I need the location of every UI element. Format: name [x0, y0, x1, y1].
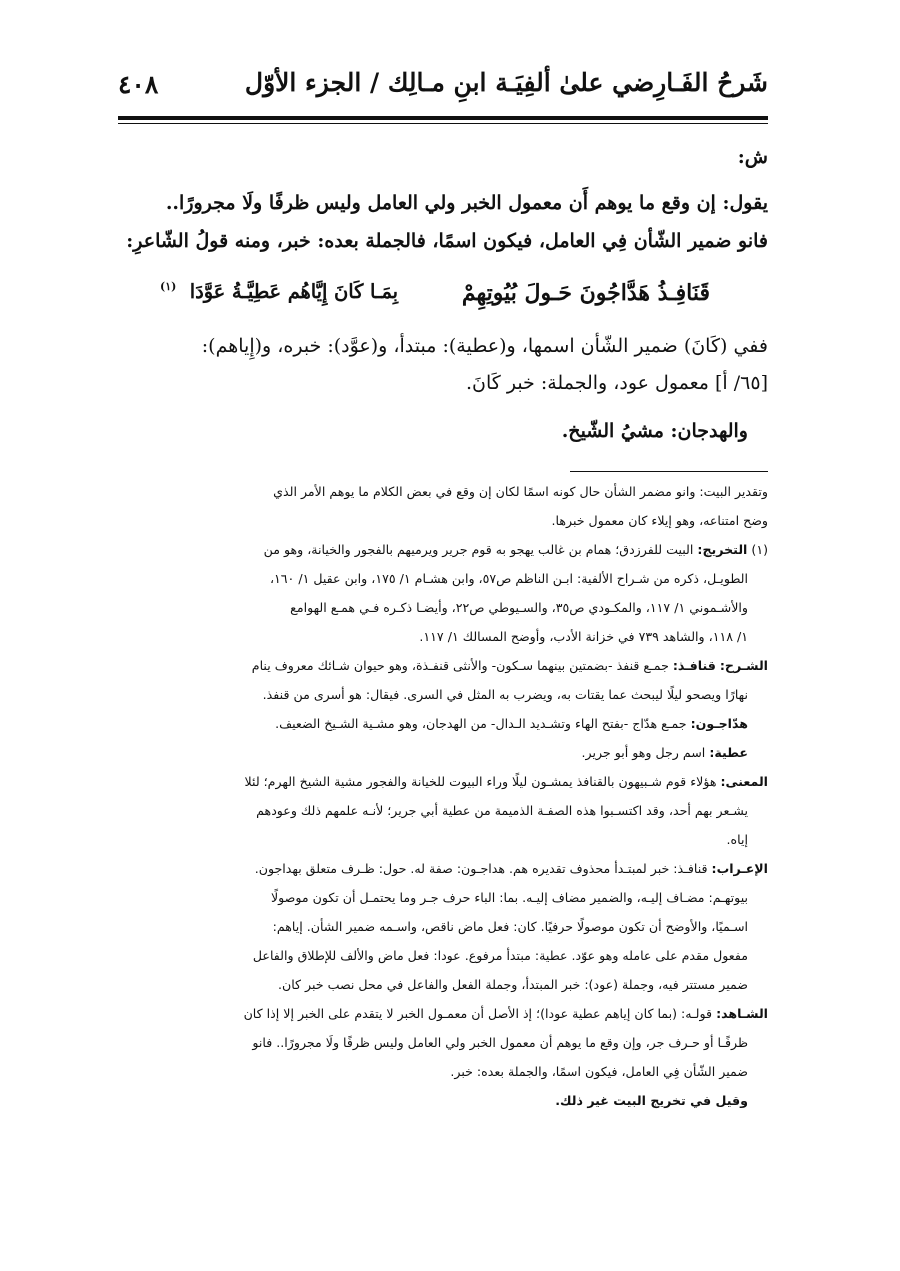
footnote-term: عطية:	[709, 745, 748, 760]
footnote-label: الإعـراب:	[711, 861, 768, 876]
footnote-line	[118, 770, 768, 794]
footnote-text: اسم رجل وهو أبو جرير.	[581, 745, 706, 760]
main-text-line: فانو ضمير الشّأن فِي العامل، فيكون اسمًا، فالجملة بعده: خبر، ومنه قولُ الشّاعرِ:	[126, 230, 768, 252]
footnote-line: اسـميًا، والأوضح أن تكون موصولًا حرفيًا. كان: فعل ماض ناقص، واسـمه ضمير الشأن. إياهم:	[272, 919, 748, 934]
footnote-number: (١)	[751, 542, 768, 557]
footnote-line	[118, 741, 748, 765]
footnote-line	[118, 538, 768, 562]
footnote-line: ضمير مستتر فيه، وجملة (عود): خبر المبتدأ، وجملة الفعل والفاعل في محل نصب خبر كان.	[277, 977, 748, 992]
footnote-label: الشـاهد:	[716, 1006, 768, 1021]
header-rule-thick	[118, 116, 768, 120]
footnote-line: مفعول مقدم على عامله وهو عوّد. عطية: مبتدأ مرفوع. عودا: فعل ماض والألف للإطلاق والفاعل	[252, 948, 748, 963]
footnote-line: نهارًا ويصحو ليلًا ليبحث عما يقتات به، ويضرب به المثل في السرى. فيقال: هو أسرى من قنفذ.	[262, 687, 748, 702]
footnote-text: جمـع قنفذ -بضمتين بينهما سـكون- والأنثى قنفـذة، وهو حيوان شـائك معروف ينام	[251, 658, 669, 673]
footnote-line: إياه.	[726, 832, 748, 847]
footnote-label: الشـرح:	[719, 658, 768, 673]
footnote-line	[118, 654, 768, 678]
footnote-line: والأشـموني ١/ ١١٧، والمكـودي ص٣٥، والسـيوطي ص٢٢، وأيضـا ذكـره فـي همـع الهوامع	[290, 600, 748, 615]
section-marker: ش:	[737, 146, 768, 168]
header-rule-thin	[118, 123, 768, 124]
footnote-label: التخريج:	[697, 542, 748, 557]
verse-first-hemistich: قَنَافِـذُ هَدَّاجُونَ حَـولَ بُيُوتِهِمْ	[461, 280, 710, 306]
footnote-line: بيوتهـم: مضـاف إليـه، والضمير مضاف إليـه. بما: الباء حرف جـر وما يحتمـل أن تكون موصولًا	[270, 890, 748, 905]
footnote-separator	[570, 471, 768, 472]
footnote-line	[118, 857, 768, 881]
verse-second-hemistich: بِمَـا كَانَ إِيَّاهُم عَطِيَّـةُ عَوَّدَا	[189, 280, 398, 303]
footnote-line: الطويـل، ذكره من شـراح الألفية: ابـن الناظم ص٥٧، وابن هشـام ١/ ١٧٥، وابن عقيل ١/ ١٦٠،	[269, 571, 748, 586]
footnote-line: ظرفًـا أو حـرف جر، وإن وقع ما يوهم أن معمول الخبر ولي العامل وليس ظرفًا ولَا مجرورًا.. فانو	[252, 1035, 748, 1050]
footnote-line: ١/ ١١٨، والشاهد ٧٣٩ في خزانة الأدب، وأوضح المسالك ١/ ١١٧.	[419, 629, 748, 644]
main-text-line: يقول: إن وقع ما يوهم أَن معمول الخبر ولي العامل وليس ظرفًا ولَا مجرورًا..	[165, 192, 768, 214]
footnote-line: وتقدير البيت: وانو مضمر الشأن حال كونه اسمًا لكان إن وقع في بعض الكلام ما يوهم الأمر الذي	[273, 484, 768, 499]
footnote-reference: (١)	[160, 280, 177, 293]
header-title: شَرحُ الفَـارِضي علىٰ ألفِيَـة ابنِ مـالِك / الجزء الأوّل	[244, 68, 768, 97]
footnote-term: هدّاجـون:	[690, 716, 748, 731]
page-number: ٤٠٨	[118, 70, 159, 99]
main-text-line: [٦٥/ أ] معمول عود، والجملة: خبر كَانَ.	[465, 372, 768, 394]
footnote-line	[118, 1002, 768, 1026]
footnote-line: وضح امتناعه، وهو إيلاء كان معمول خبرها.	[551, 513, 768, 528]
footnote-text: جمـع هدّاج -بفتح الهاء وتشـديد الـدال- من الهدجان، وهو مشـية الشـيخ الضعيف.	[275, 716, 687, 731]
footnote-line	[118, 712, 748, 736]
footnote-text: قولـه: (بما كان إياهم عطية عودا)؛ إذ الأصل أن معمـول الخبر لا يتقدم على الخبر إلا إذا كان	[243, 1006, 713, 1021]
main-text-line: والهدجان: مشيُ الشّيخ.	[561, 420, 748, 442]
footnote-text: البيت للفرزدق؛ همام بن غالب يهجو به قوم جرير ويرميهم بالفجور والخيانة، وهو من	[263, 542, 694, 557]
footnote-line: يشـعر بهم أحد، وقد اكتسـبوا هذه الصفـة الذميمة من عطية أبي جرير؛ لأنـه علمهم ذلك وعودهم	[256, 803, 748, 818]
main-text-line: ففي (كَانَ) ضمير الشّأن اسمها، و(عطية): مبتدأ، و(عوَّد): خبره، و(إِياهم):	[201, 335, 768, 357]
footnote-text: هؤلاء قوم شـبيهون بالقنافذ يمشـون ليلًا وراء البيوت للخيانة والفجور مشية الشيخ الهرم؛ لئلا	[244, 774, 717, 789]
footnote-term: قنافـذ:	[672, 658, 716, 673]
running-header	[118, 62, 768, 112]
footnote-line: ضمير الشّأن فِي العامل، فيكون اسمًا، والجملة بعده: خبر.	[450, 1064, 748, 1079]
footnote-line: وقيل في تخريج البيت غير ذلك.	[555, 1093, 748, 1108]
footnote-text: قنافـذ: خبر لمبتـدأ محذوف تقديره هم. هداجـون: صفة له. حول: ظـرف متعلق بهداجون.	[254, 861, 708, 876]
footnote-label: المعنى:	[720, 774, 768, 789]
